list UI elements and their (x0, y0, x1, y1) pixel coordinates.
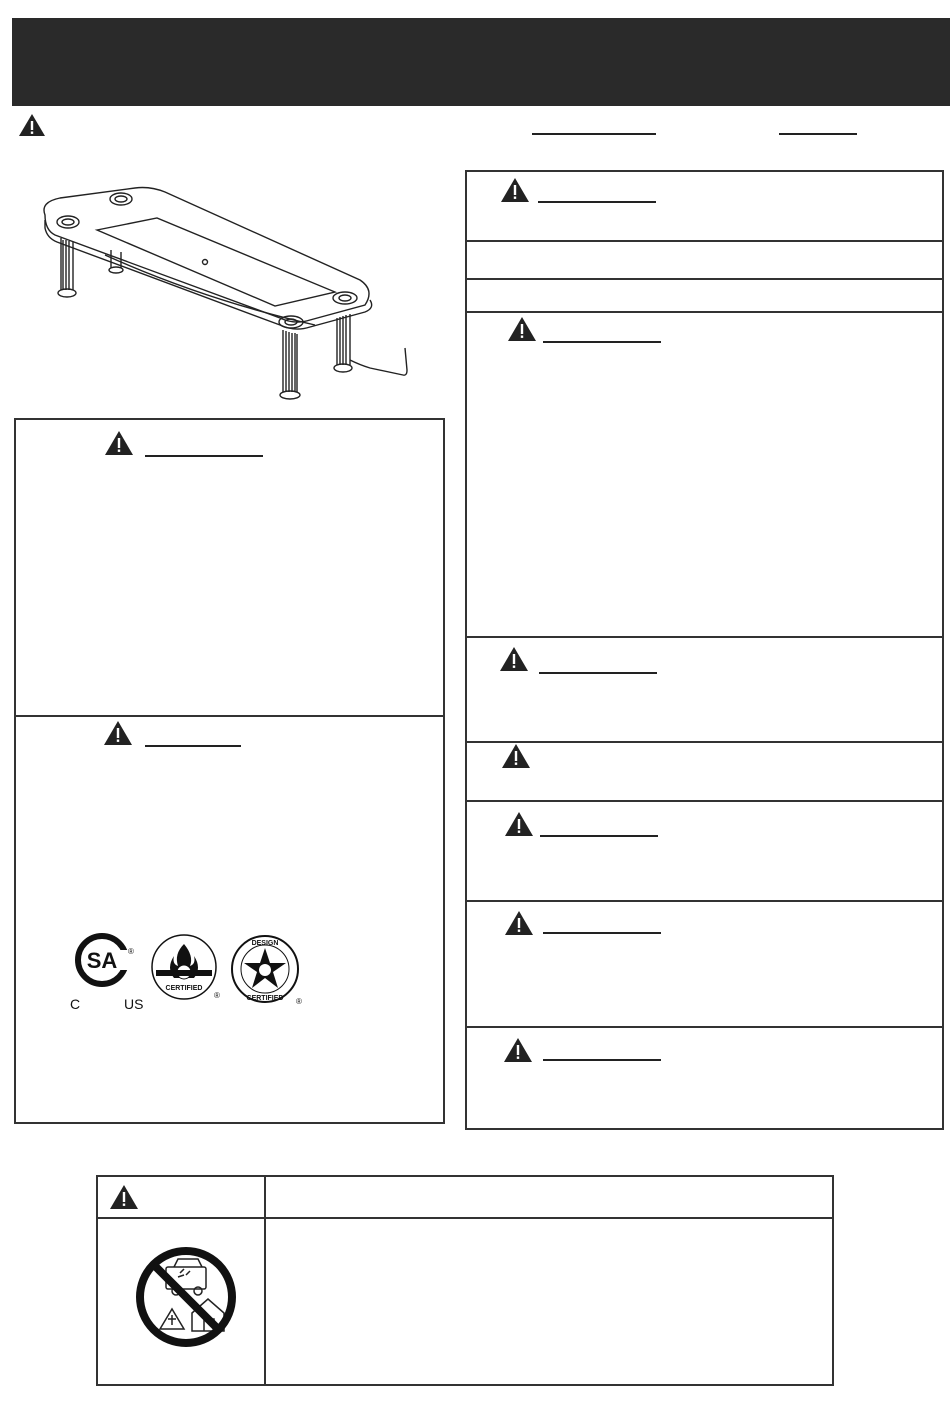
right-panel-divider (465, 741, 944, 743)
csa-mark-text: SA (86, 948, 118, 973)
right-panel-divider (465, 636, 944, 638)
right-panel-divider (465, 1026, 944, 1028)
csa-logo (74, 932, 134, 994)
flame-logo-text: CERTIFIED (165, 985, 203, 992)
warning-triangle-icon (500, 177, 530, 203)
bottom-table-header-divider (96, 1217, 834, 1219)
design-certified-star-logo (230, 934, 304, 1006)
fire-table-illustration (25, 180, 415, 405)
warning-triangle-icon (104, 430, 134, 456)
right-panel-divider (465, 900, 944, 902)
flame-certified-logo (150, 934, 222, 1002)
csa-c-label: C (70, 996, 81, 1012)
svg-text:®: ® (214, 991, 220, 1000)
warning-heading-underline (543, 341, 661, 343)
warning-heading-underline (543, 932, 661, 934)
bottom-table-column-divider (264, 1175, 266, 1386)
warning-triangle-icon (109, 1184, 139, 1210)
warning-triangle-icon (18, 113, 46, 137)
left-warning-panel (14, 418, 445, 1124)
warning-triangle-icon (504, 811, 534, 837)
header-bar (12, 18, 950, 106)
right-panel-divider (465, 278, 944, 280)
warning-heading-underline (540, 835, 658, 837)
svg-text:®: ® (128, 947, 134, 956)
no-indoor-use-icon (134, 1245, 238, 1349)
right-panel-divider (465, 311, 944, 313)
warning-triangle-icon (504, 910, 534, 936)
warning-triangle-icon (507, 316, 537, 342)
warning-heading-underline (145, 455, 263, 457)
warning-triangle-icon (501, 743, 531, 769)
title-underline-2 (779, 133, 857, 135)
warning-heading-underline (539, 672, 657, 674)
warning-triangle-icon (503, 1037, 533, 1063)
warning-heading-underline (538, 201, 656, 203)
star-logo-bottom-text: CERTIFIED (246, 995, 284, 1002)
svg-text:®: ® (296, 997, 302, 1006)
left-panel-divider (14, 715, 445, 717)
warning-heading-underline (145, 745, 241, 747)
warning-triangle-icon (103, 720, 133, 746)
right-warning-panel (465, 170, 944, 1130)
warning-triangle-icon (499, 646, 529, 672)
warning-heading-underline (543, 1059, 661, 1061)
right-panel-divider (465, 800, 944, 802)
csa-us-label: US (124, 996, 144, 1012)
star-logo-top-text: DESIGN (251, 940, 279, 947)
right-panel-divider (465, 240, 944, 242)
title-underline-1 (532, 133, 656, 135)
